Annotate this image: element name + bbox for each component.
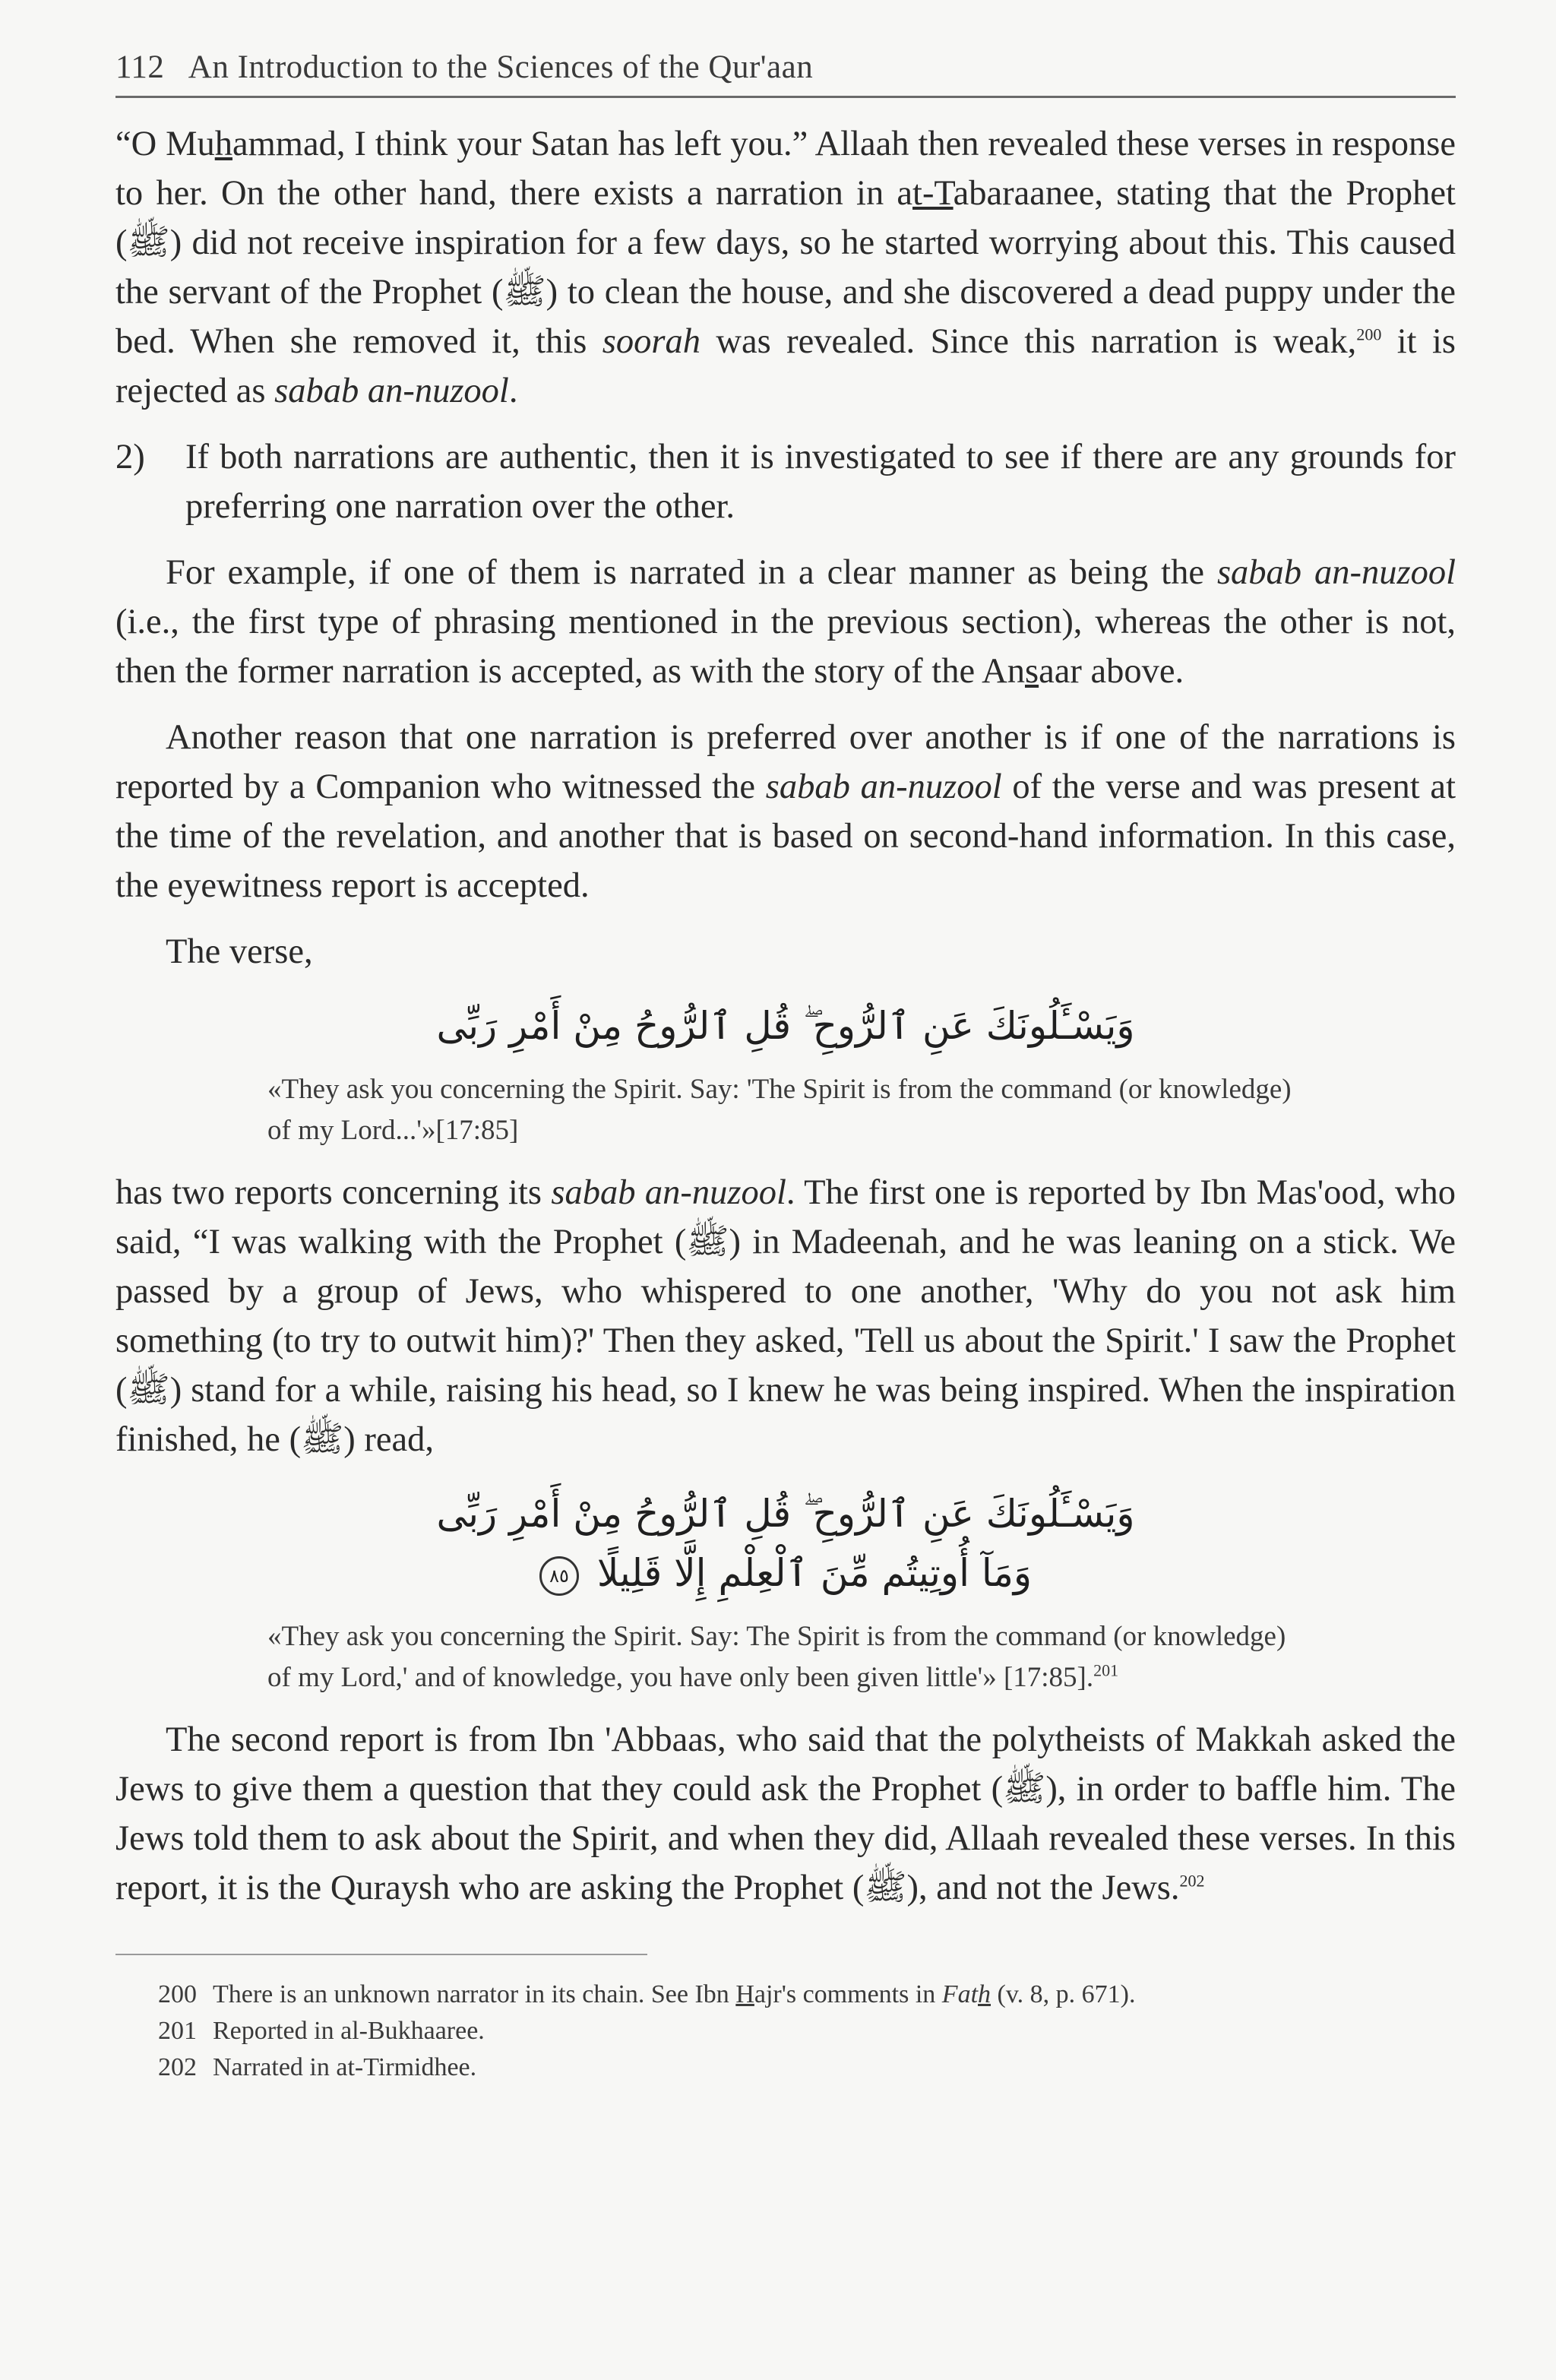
verse-1-translation: «They ask you concerning the Spirit. Say: 'The Spirit is from the command (or knowledge) of my Lord...'»[17:85] bbox=[267, 1074, 1292, 1146]
header-rule bbox=[115, 96, 1456, 98]
page-number: 112 bbox=[115, 49, 165, 85]
ayah-number-icon: ٨٥ bbox=[539, 1556, 579, 1596]
footnote-ref-200: 200 bbox=[1356, 324, 1382, 344]
paragraph-5: The verse, bbox=[166, 932, 313, 971]
footnote-200: 200 There is an unknown narrator in its chain. See Ibn Hajr's comments in Fath (v. 8, p. 671). bbox=[158, 1980, 1136, 2008]
footnote-ref-201: 201 bbox=[1093, 1660, 1119, 1680]
book-page bbox=[115, 44, 1456, 2086]
verse-2-translation: «They ask you concerning the Spirit. Say: The Spirit is from the command (or knowledge) of my Lord,' and of knowledge, you have only been given little'» [17:85].$^{201}$ bbox=[267, 1621, 1286, 1693]
footnote-ref-202: 202 bbox=[1179, 1871, 1205, 1891]
arabic-verse-2-line-2: وَمَآ أُوتِيتُم مِّنَ ٱلْعِلْمِ إِلَّا قَلِيلًا ٨٥ bbox=[115, 1543, 1456, 1603]
arabic-verse-2 bbox=[115, 1484, 1456, 1603]
paragraph-1: “O Muhammad, I think your Satan has left you.” Allaah then revealed these verses in response to her. On the other hand, there exists a narration in at-Tabaraanee, stating that the Prophet (ﷺ) did not receive inspiration for a few days, so he started worrying about this. This caused the servant of the Prophet (ﷺ) to clean the house, and she discovered a dead puppy under the bed. When she removed it, this soorah was revealed. Since this narration is weak,$^{200}$ it is rejected as sabab an-nuzool. bbox=[115, 125, 1456, 410]
paragraph-7: The second report is from Ibn 'Abbaas, who said that the polytheists of Makkah asked the Jews to give them a question that they could ask the Prophet (ﷺ), in order to baffle him. The Jews told them to ask about the Spirit, and when they did, Allaah revealed these verses. In this report, it is the Quraysh who are asking the Prophet (ﷺ), and not the Jews.$^{202}$ bbox=[115, 1720, 1456, 1907]
footnote-202: 202 Narrated in at-Tirmidhee. bbox=[158, 2053, 477, 2081]
arabic-verse-2-line-1: وَيَسْـَٔلُونَكَ عَنِ ٱلرُّوحِ ۖ قُلِ ٱلرُّوحُ مِنْ أَمْرِ رَبِّى bbox=[436, 1492, 1135, 1536]
paragraph-6: has two reports concerning its sabab an-nuzool. The first one is reported by Ibn Mas'ood, who said, “I was walking with the Prophet (ﷺ) in Madeenah, and he was leaning on a stick. We passed by a group of Jews, who whispered to one another, 'Why do you not ask him something (to try to outwit him)?' Then they asked, 'Tell us about the Spirit.' I saw the Prophet (ﷺ) stand for a while, raising his head, so I knew he was being inspired. When the inspiration finished, he (ﷺ) read, bbox=[115, 1173, 1456, 1459]
list-item-number: 2) bbox=[115, 438, 145, 476]
paragraph-3: For example, if one of them is narrated in a clear manner as being the sabab an-nuzool (i.e., the first type of phrasing mentioned in the previous section), whereas the other is not, then the former narration is accepted, as with the story of the Ansaar above. bbox=[115, 553, 1456, 691]
footnote-rule bbox=[115, 1954, 647, 1955]
arabic-verse-1: وَيَسْـَٔلُونَكَ عَنِ ٱلرُّوحِ ۖ قُلِ ٱلرُّوحُ مِنْ أَمْرِ رَبِّى bbox=[436, 1004, 1135, 1048]
footnotes bbox=[115, 1976, 1456, 2086]
running-header bbox=[115, 44, 1456, 91]
list-item-2 bbox=[115, 432, 1456, 531]
paragraph-4: Another reason that one narration is preferred over another is if one of the narrations is reported by a Companion who witnessed the sabab an-nuzool of the verse and was present at the time of the revelation, and another that is based on second-hand information. In this case, the eyewitness report is accepted. bbox=[115, 718, 1456, 905]
list-item-text: If both narrations are authentic, then it is investigated to see if there are any grounds for preferring one narration over the other. bbox=[185, 438, 1456, 526]
footnote-201: 201 Reported in al-Bukhaaree. bbox=[158, 2017, 485, 2045]
book-title: An Introduction to the Sciences of the Qur'aan bbox=[188, 49, 814, 85]
